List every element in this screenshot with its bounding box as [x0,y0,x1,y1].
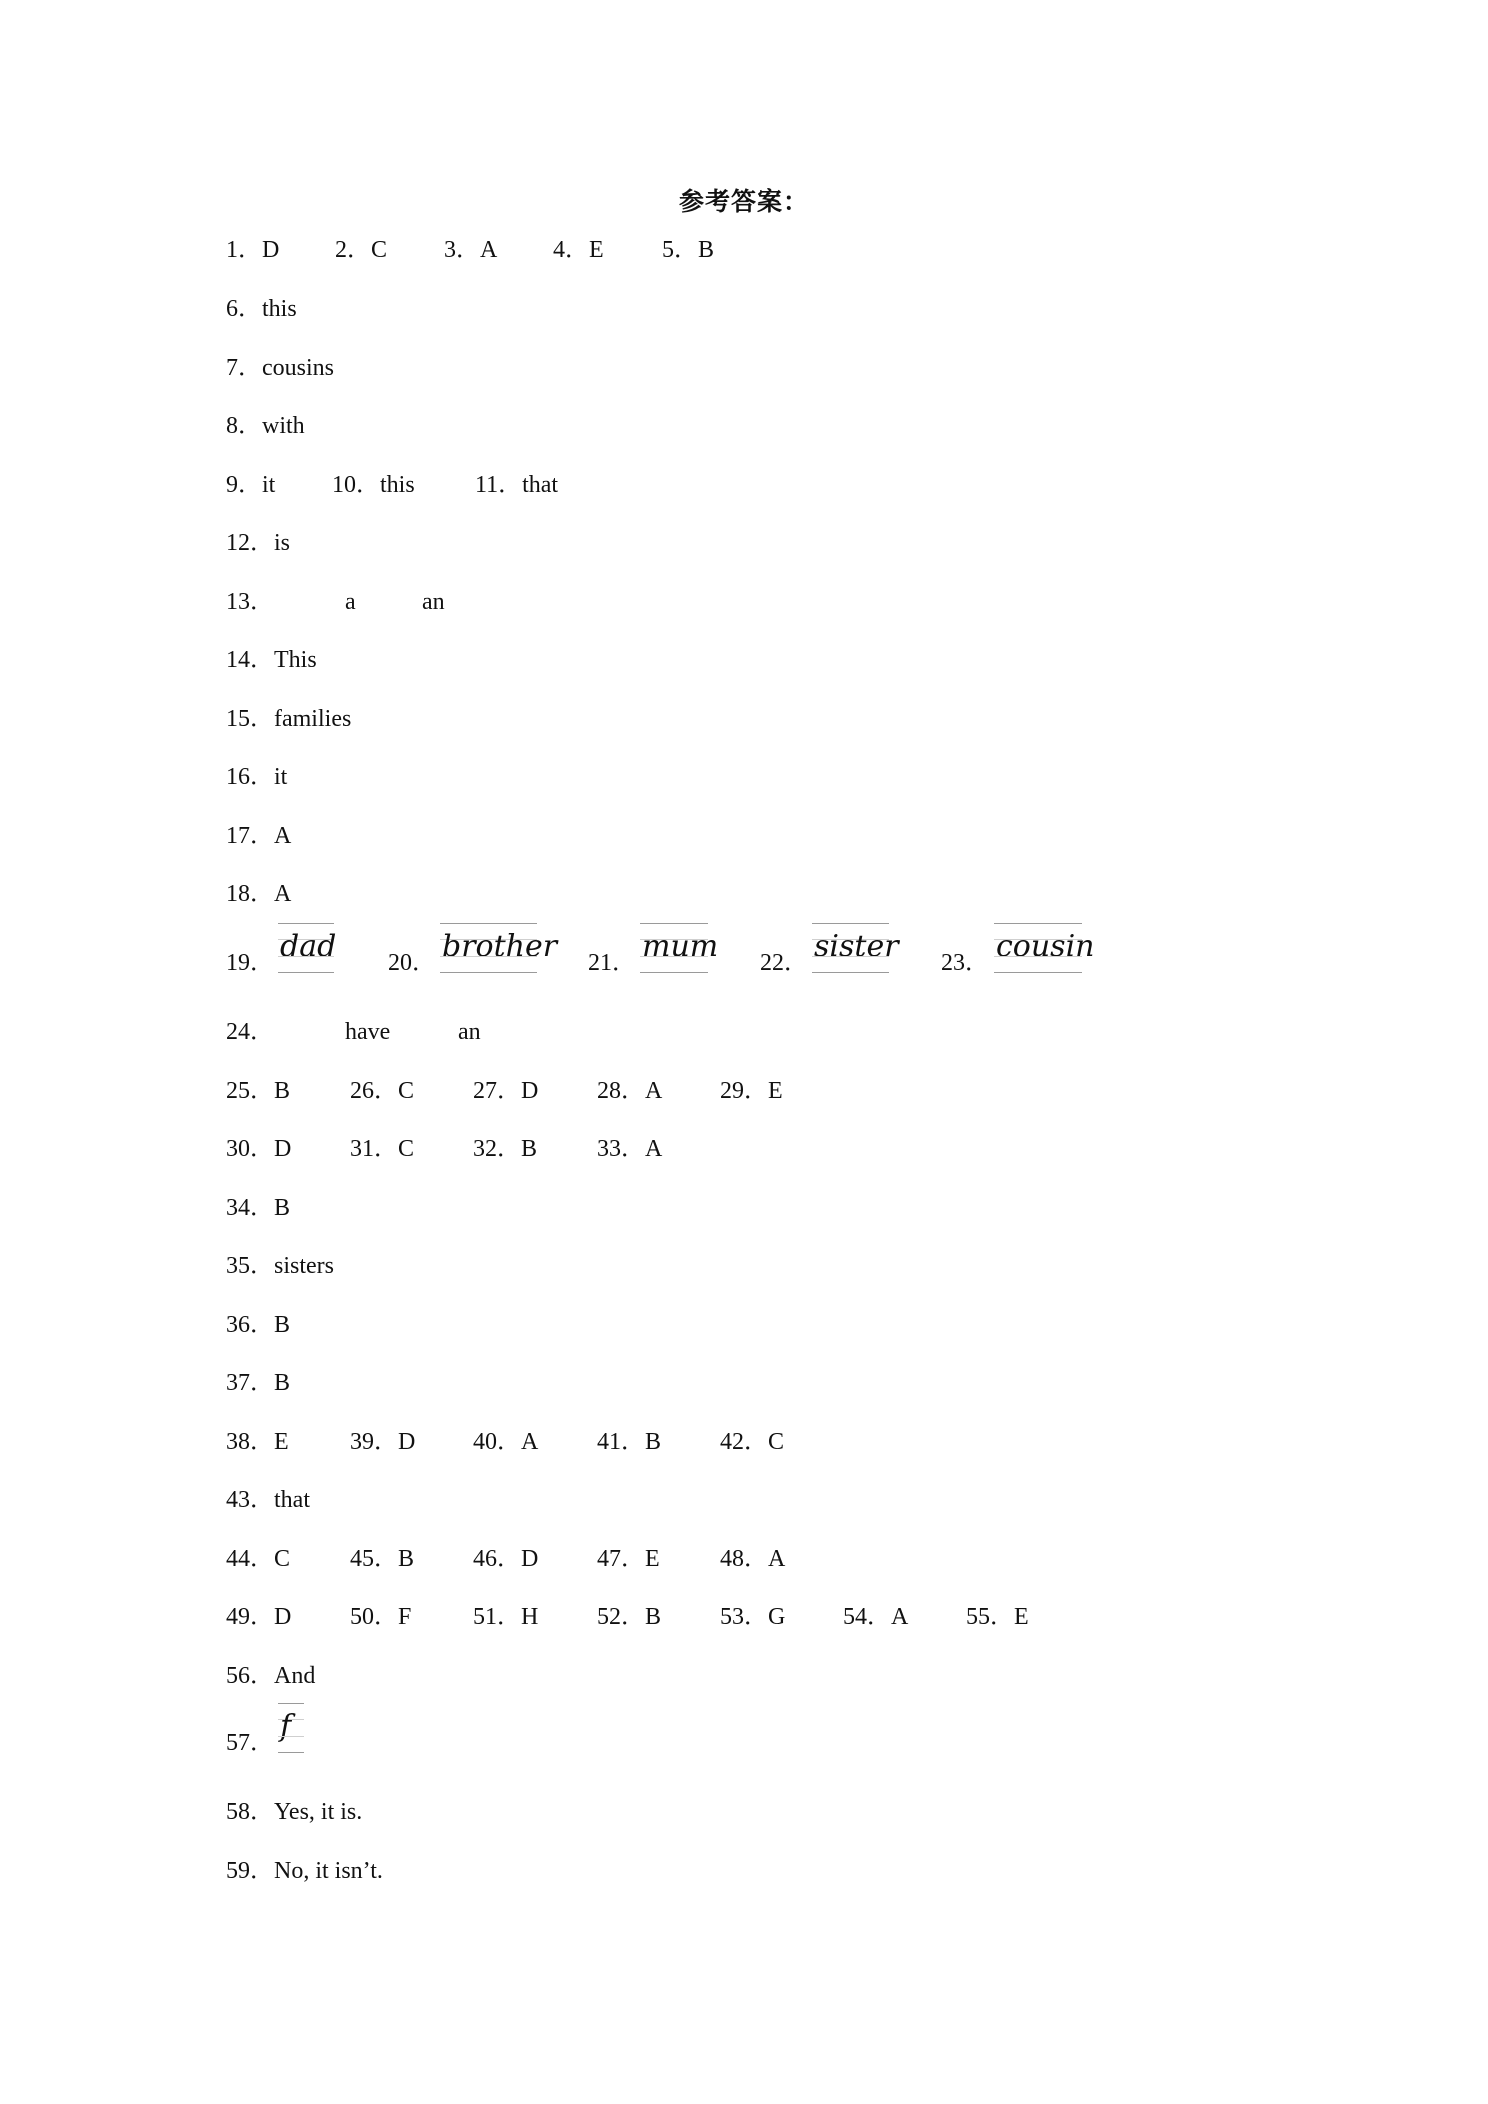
handwriting-sister: sister [814,929,899,964]
handwriting-f: f [280,1709,292,1744]
answer-32: 32．B [473,1136,538,1162]
answer-18: 18．A [226,881,292,907]
answer-51: 51．H [473,1604,539,1630]
answer-24-first: have [345,1019,391,1045]
answer-12: 12．is [226,530,291,556]
answer-19-number: 19． [226,950,274,976]
page-title: 参考答案： [678,187,809,216]
answer-26: 26．C [350,1078,415,1104]
answer-13-number: 13． [226,589,274,615]
handwriting-mum: mum [642,929,719,964]
answer-56: 56．And [226,1663,316,1689]
answer-45: 45．B [350,1546,415,1572]
answer-43: 43．that [226,1487,310,1513]
answer-2: 2．C [335,237,388,263]
answer-25: 25．B [226,1078,291,1104]
answer-11: 11．that [475,472,559,498]
answer-3: 3．A [444,237,498,263]
answer-24-second: an [458,1019,481,1045]
answer-14: 14．This [226,647,317,673]
answer-31: 31．C [350,1136,415,1162]
answer-42: 42．C [720,1429,785,1455]
answer-29: 29．E [720,1078,783,1104]
answer-7: 7．cousins [226,355,334,381]
handwriting-dad: dad [280,929,337,964]
answer-10: 10．this [332,472,415,498]
answer-28: 28．A [597,1078,663,1104]
answer-59: 59．No, it isn’t. [226,1858,383,1884]
answer-54: 54．A [843,1604,909,1630]
answer-48: 48．A [720,1546,786,1572]
answer-44: 44．C [226,1546,291,1572]
answer-22-number: 22． [760,950,808,976]
answer-13-second: an [422,589,445,615]
handwriting-brother: brother [442,929,558,964]
answer-57-number: 57． [226,1730,274,1756]
answer-20-number: 20． [388,950,436,976]
answer-1: 1．D [226,237,280,263]
answer-52: 52．B [597,1604,662,1630]
answer-21-number: 21． [588,950,636,976]
handwriting-box-23 [994,923,1095,973]
answer-4: 4．E [553,237,604,263]
answer-16: 16．it [226,764,288,790]
answer-53: 53．G [720,1604,786,1630]
handwriting-box-21 [640,923,719,973]
answer-49: 49．D [226,1604,292,1630]
answer-38: 38．E [226,1429,289,1455]
answer-39: 39．D [350,1429,416,1455]
answer-15: 15．families [226,706,352,732]
answer-50: 50．F [350,1604,412,1630]
answer-27: 27．D [473,1078,539,1104]
answer-9: 9．it [226,472,276,498]
answer-17: 17．A [226,823,292,849]
answer-5: 5．B [662,237,715,263]
answer-33: 33．A [597,1136,663,1162]
answer-46: 46．D [473,1546,539,1572]
handwriting-box-57 [278,1703,304,1753]
answer-40: 40．A [473,1429,539,1455]
answer-23-number: 23． [941,950,989,976]
answer-13-first: a [345,589,356,615]
answer-30: 30．D [226,1136,292,1162]
answer-36: 36．B [226,1312,291,1338]
answer-41: 41．B [597,1429,662,1455]
answer-35: 35．sisters [226,1253,334,1279]
answer-24-number: 24． [226,1019,274,1045]
answer-58: 58．Yes, it is. [226,1799,363,1825]
answer-34: 34．B [226,1195,291,1221]
answer-55: 55．E [966,1604,1029,1630]
handwriting-box-20 [440,923,558,973]
handwriting-cousin: cousin [996,929,1095,964]
answer-6: 6．this [226,296,297,322]
handwriting-box-19 [278,923,337,973]
answer-8: 8．with [226,413,305,439]
answer-47: 47．E [597,1546,660,1572]
answer-37: 37．B [226,1370,291,1396]
handwriting-box-22 [812,923,899,973]
